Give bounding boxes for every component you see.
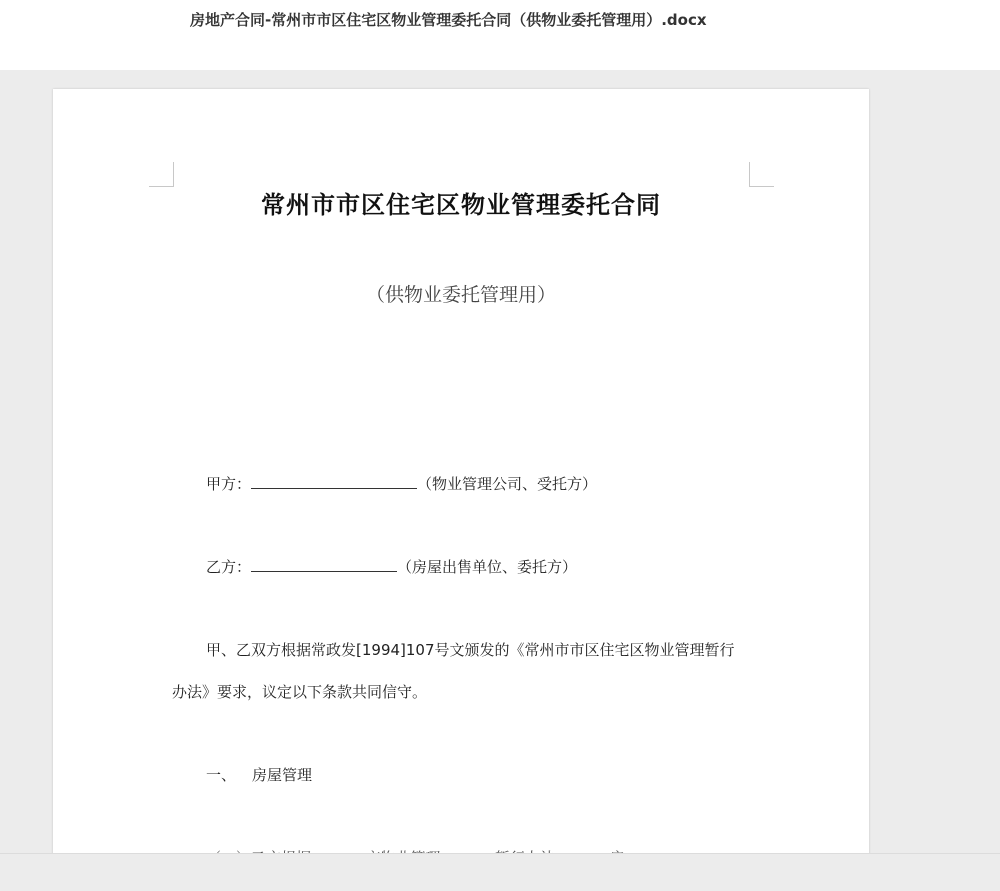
section-heading [206,764,312,785]
margin-corner-top-right [749,162,774,187]
document-page[interactable] [53,89,869,889]
party-b-label: 乙方： [206,558,252,576]
document-filename: 房地产合同-常州市市区住宅区物业管理委托合同（供物业委托管理用）.docx [190,11,707,29]
section-number: 一、 [206,766,237,784]
party-b-note: （房屋出售单位、委托方） [397,558,578,576]
party-a-label: 甲方： [206,475,252,493]
margin-corner-top-left [149,162,174,187]
party-b-blank [251,556,397,572]
intro-paragraph-line-1: 甲、乙双方根据常政发[1994]107号文颁发的《常州市市区住宅区物业管理暂行 [206,641,735,659]
party-a-note: （物业管理公司、受托方） [417,475,598,493]
document-title: 常州市市区住宅区物业管理委托合同 [261,191,661,219]
party-a-line [206,473,597,494]
intro-paragraph-line-2: 办法》要求，议定以下条款共同信守。 [172,683,428,701]
document-workspace[interactable] [0,70,1000,853]
party-b-line [206,556,577,577]
bottom-bar [0,853,1000,891]
title-bar [0,0,1000,70]
party-a-blank [251,473,417,489]
document-subtitle: （供物业委托管理用） [365,284,556,306]
section-title: 房屋管理 [252,766,313,784]
